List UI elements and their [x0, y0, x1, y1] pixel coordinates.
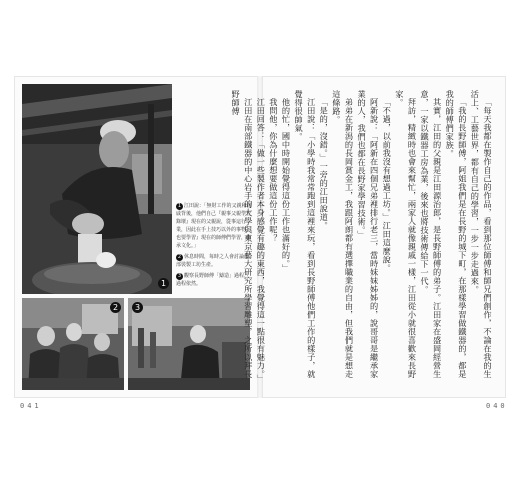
- paragraph: 他的忙，國中時開始覺得這份工作也滿好的。」: [281, 98, 292, 273]
- workers-in-workshop-photo: [22, 298, 124, 390]
- main-photo: [22, 84, 172, 294]
- paragraph: 「每天我都在製作自己的作品，看到那位師傅和師兄們創作，不論在我的生活上、工藝世界，都有自己的學習，一步一步走過來。: [470, 90, 493, 379]
- book-spread: [14, 76, 508, 410]
- caption-text: 江田說：「無財工作的父親和親戚背後，他們自己『親事父親學習錄壞』現在的父親說，從事這行業，因此在手上技巧以外的事物，也要學習』現在的師傅們學習，繼承文化。」: [176, 203, 252, 249]
- caption-text: 觀察長野師傅「鑄造」過程，過程依然。: [176, 273, 250, 287]
- photo-number-badge: 2: [110, 302, 121, 313]
- right-page: [231, 76, 506, 398]
- paragraph: 我問他，你為什麼想要做這份工作呢？: [268, 98, 279, 243]
- paragraph: 其實，江田的父親是江田源治郎，是長野師傅的弟子。江田家在盛岡經營生意，一家以鐵器工房為業，後來也將技術傳給下一代。: [420, 90, 443, 379]
- paragraph: 江田說：「小學時我常常跑到這裡來玩，看到長野師傅他們工作的樣子，就覺得很帥氣。: [294, 90, 317, 379]
- left-page: [14, 76, 258, 398]
- caption-number: 2: [177, 254, 182, 260]
- workshop-photo: [22, 298, 124, 390]
- paragraph: 江田回答：「做一些製作者本身感覺有趣的東西，我覺得這一點很有魅力。」: [256, 98, 267, 384]
- craftsman-casting-iron-photo: [22, 84, 172, 294]
- paragraph: 拜訪，精緻時也會來幫忙，兩家人就像親戚一樣，江田從小就很喜歡來長野家。: [394, 90, 418, 379]
- paragraph: 「不過，以前我沒有想過工坊。」江田這麼說。: [382, 98, 393, 273]
- photo-number-badge: 3: [132, 302, 143, 313]
- paragraph: 阿新說：「阿新在四個兄弟裡排行老三，當時妹妹姊姊的，說哥哥是繼承家業的人，我們也都在長野家學習技術。」: [357, 90, 380, 379]
- paragraph: 江田在南部鐵器的中心岩手的大學與東京藝大研究所學習雕塑，之所以拜長野師傅: [231, 90, 254, 379]
- body-text: [231, 90, 494, 384]
- caption-number: 1: [177, 203, 182, 209]
- right-page-number: 040: [486, 402, 508, 410]
- photo-number-badge: 1: [158, 278, 169, 289]
- paragraph: 「是的，沒錯。」一旁的江田說道。: [319, 98, 330, 231]
- paragraph: 「我的長野師傅，阿姐我們是在長野的城下町，在那樣學習做鐵器的，都是我的師傅們家族。: [445, 90, 468, 379]
- left-page-number: 041: [20, 402, 42, 410]
- caption-text: 休息時間，每時之人會討論南部裝製工坊生產。: [176, 254, 250, 268]
- caption-number: 3: [177, 273, 182, 279]
- paragraph: 弟弟在新潟的長岡賞金工，我跟阿朗都有選擇職業的自由，但我們就是想走這條路。: [331, 90, 355, 379]
